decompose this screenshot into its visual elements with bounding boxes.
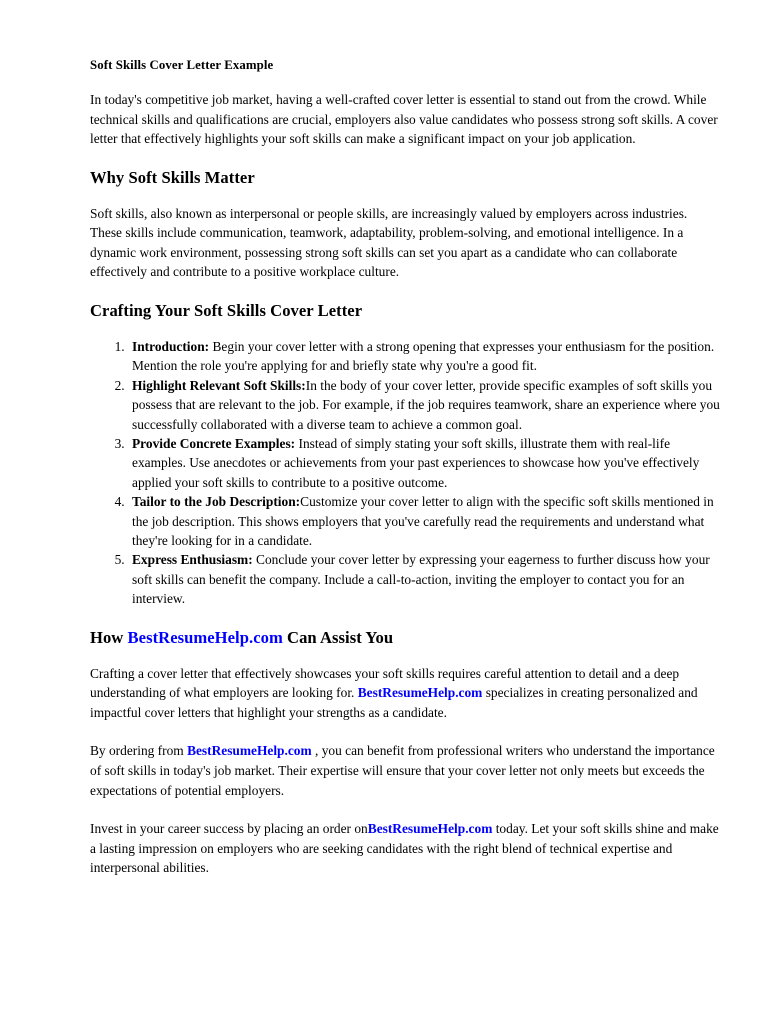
paragraph-text-before-brand: Crafting a cover letter that effectively showcases your soft skills requires careful attention to detail and a deep understanding of what employers are looking for. [90,665,680,701]
brand-link[interactable]: BestResumeHelp.com [187,743,312,759]
list-item-body: Instead of simply stating your soft skills, illustrate them with real-life examples. Use anecdotes or achievements from your past experiences to showcase how you've effectively applied your soft skills to contribute to a positive outcome. [132,435,700,490]
paragraph-text-before-brand: By ordering from [90,743,188,759]
list-item [128,550,720,608]
list-item [128,492,720,550]
document-body [90,58,720,878]
page-title: Soft Skills Cover Letter Example [90,58,274,72]
paragraph-text-before-brand: Invest in your career success by placing an order on [90,821,368,837]
list-item-lead: Express Enthusiasm: [132,552,253,568]
intro-paragraph: In today's competitive job market, having a well-crafted cover letter is essential to stand out from the crowd. While technical skills and qualifications are crucial, employers also value candidates who possess strong soft skills. A cover letter that effectively highlights your soft skills can make a significant impact on your job application. [90,91,718,147]
heading-text-after-brand: Can Assist You [282,627,394,647]
crafting-steps-list [90,337,720,609]
paragraph-text-after-brand: specializes in creating personalized and impactful cover letters that highlight your strengths as a candidate. [90,685,698,720]
heading-text-before-brand: How [90,627,128,647]
list-item [128,434,720,492]
section-heading-crafting-your-soft-skills-cover-letter: Crafting Your Soft Skills Cover Letter [90,301,363,321]
assist-paragraph-1 [90,664,720,723]
list-item-lead: Tailor to the Job Description: [132,494,301,510]
why-soft-skills-paragraph: Soft skills, also known as interpersonal or people skills, are increasingly valued by employers across industries. These skills include communication, teamwork, adaptability, problem-solving, and emotional intelligence. In a dynamic work environment, possessing strong soft skills can set you apart as a candidate who can collaborate effectively and contribute to a positive workplace culture. [90,205,688,280]
list-item-body: Conclude your cover letter by expressing your eagerness to further discuss how your soft skills can benefit the company. Include a call-to-action, inviting the employer to contact you for an interview. [132,552,710,607]
list-item [128,376,720,434]
list-item [128,337,720,376]
section-heading-how-best-resume-help-can-assist-you [90,628,720,648]
assist-paragraph-2 [90,741,720,800]
paragraph-text-after-brand: today. Let your soft skills shine and make a lasting impression on employers who are seeking candidates with the right blend of technical expertise and interpersonal abilities. [90,821,719,876]
list-item-lead: Provide Concrete Examples: [132,435,296,451]
assist-paragraph-3 [90,819,720,878]
list-item-body: Customize your cover letter to align with the specific soft skills mentioned in the job description. This shows employers that you've carefully read the requirements and understand what they're looking for in a candidate. [132,494,714,549]
list-item-body: Begin your cover letter with a strong opening that expresses your enthusiasm for the position. Mention the role you're applying for and briefly state why you're a good fit. [132,338,715,374]
brand-link[interactable]: BestResumeHelp.com [367,821,493,837]
brand-link[interactable]: BestResumeHelp.com [127,627,283,647]
list-item-lead: Introduction: [132,338,210,354]
paragraph-text-after-brand: , you can benefit from professional writers who understand the importance of soft skills in today's job market. Their expertise will ensure that your cover letter not only meets but exceeds the expectations of potential employers. [90,743,715,798]
list-item-lead: Highlight Relevant Soft Skills: [132,377,306,393]
section-heading-why-soft-skills-matter: Why Soft Skills Matter [90,167,255,187]
brand-link[interactable]: BestResumeHelp.com [357,685,483,701]
list-item-body: In the body of your cover letter, provide specific examples of soft skills you possess that are relevant to the job. For example, if the job requires teamwork, share an experience where you successfully collaborated with a diverse team to achieve a common goal. [132,377,720,432]
